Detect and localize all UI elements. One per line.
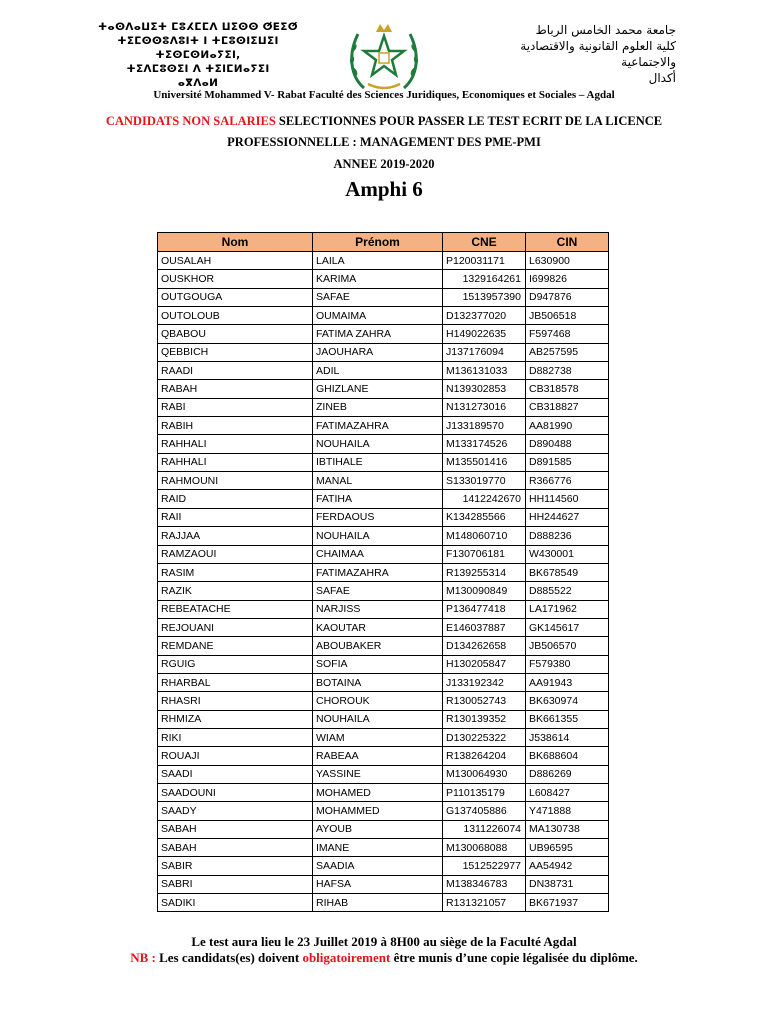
cell-nom: RAHHALI (158, 435, 313, 453)
cell-cin: CB318578 (526, 380, 609, 398)
table-row (158, 747, 609, 765)
cell-prenom: FERDAOUS (313, 508, 443, 526)
cell-cne: M136131033 (443, 362, 526, 380)
table-row (158, 655, 609, 673)
cell-cne: G137405886 (443, 802, 526, 820)
cell-prenom: MOHAMED (313, 783, 443, 801)
table-row (158, 618, 609, 636)
cell-cin: LA171962 (526, 600, 609, 618)
cell-nom: RAID (158, 490, 313, 508)
cell-cne: H149022635 (443, 325, 526, 343)
document-title-line1 (0, 114, 768, 129)
table-row (158, 783, 609, 801)
cell-nom: RAZIK (158, 582, 313, 600)
cell-cne: K134285566 (443, 508, 526, 526)
cell-cne: J133189570 (443, 417, 526, 435)
university-name: Université Mohammed V- Rabat Faculté des Sciences Juridiques, Economiques et Sociales – Agdal (153, 89, 615, 101)
cell-cin: D882738 (526, 362, 609, 380)
cell-prenom: AYOUB (313, 820, 443, 838)
arabic-line: جامعة محمد الخامس الرباط (535, 23, 676, 37)
cell-cin: F597468 (526, 325, 609, 343)
table-row (158, 839, 609, 857)
table-row (158, 802, 609, 820)
cell-cne: P136477418 (443, 600, 526, 618)
crown (376, 24, 392, 32)
cell-nom: SAADY (158, 802, 313, 820)
cell-cne: R138264204 (443, 747, 526, 765)
cell-prenom: LAILA (313, 252, 443, 270)
table-row (158, 307, 609, 325)
cell-nom: RHASRI (158, 692, 313, 710)
table-row (158, 362, 609, 380)
cell-cin: BK688604 (526, 747, 609, 765)
table-row (158, 417, 609, 435)
cell-cin: BK630974 (526, 692, 609, 710)
cell-cne: J133192342 (443, 673, 526, 691)
table-row (158, 894, 609, 912)
cell-cne: S133019770 (443, 472, 526, 490)
cell-prenom: IMANE (313, 839, 443, 857)
cell-prenom: JAOUHARA (313, 343, 443, 361)
cell-cin: I699826 (526, 270, 609, 288)
cell-nom: RGUIG (158, 655, 313, 673)
table-row (158, 435, 609, 453)
cell-nom: RAJJAA (158, 527, 313, 545)
cell-nom: REJOUANI (158, 618, 313, 636)
table-row (158, 288, 609, 306)
nb-emphasis: obligatoirement (302, 950, 391, 965)
test-date-note: Le test aura lieu le 23 Juillet 2019 à 8H00 au siège de la Faculté Agdal (191, 934, 577, 949)
table-row (158, 563, 609, 581)
column-header-cin: CIN (526, 233, 609, 252)
cell-nom: RAHHALI (158, 453, 313, 471)
cell-cne: P110135179 (443, 783, 526, 801)
cell-cin: MA130738 (526, 820, 609, 838)
nb-note (0, 950, 768, 966)
cell-nom: RABAH (158, 380, 313, 398)
cell-prenom: BOTAINA (313, 673, 443, 691)
cell-cin: BK678549 (526, 563, 609, 581)
cell-nom: SADIKI (158, 894, 313, 912)
cell-cne: 1412242670 (443, 490, 526, 508)
cell-nom: RAHMOUNI (158, 472, 313, 490)
cell-cne: D130225322 (443, 728, 526, 746)
cell-prenom: CHOROUK (313, 692, 443, 710)
cell-prenom: RIHAB (313, 894, 443, 912)
cell-cin: BK661355 (526, 710, 609, 728)
cell-prenom: FATIHA (313, 490, 443, 508)
cell-cne: 1329164261 (443, 270, 526, 288)
table-row (158, 857, 609, 875)
cell-nom: RHARBAL (158, 673, 313, 691)
table-row (158, 875, 609, 893)
cell-nom: RASIM (158, 563, 313, 581)
arabic-line: أكدال (648, 71, 676, 85)
table-row (158, 673, 609, 691)
cell-nom: OUTGOUGA (158, 288, 313, 306)
tifinagh-line: ⵜⵉⴷⵎⵓⵙⵉⵏ ⴷ ⵜⵉⵏⵎⵍⴰⵢⵉⵏ (126, 63, 270, 75)
cell-cne: 1513957390 (443, 288, 526, 306)
table-row (158, 270, 609, 288)
cell-nom: RABIH (158, 417, 313, 435)
document-title-line2: PROFESSIONNELLE : MANAGEMENT DES PME-PMI (227, 135, 541, 149)
cell-cin: AA91943 (526, 673, 609, 691)
cell-prenom: CHAIMAA (313, 545, 443, 563)
table-row (158, 692, 609, 710)
cell-cin: R366776 (526, 472, 609, 490)
nb-text: Les candidats(es) doivent (155, 950, 303, 965)
cell-cin: CB318827 (526, 398, 609, 416)
table-row (158, 545, 609, 563)
cell-cne: F130706181 (443, 545, 526, 563)
table-row (158, 508, 609, 526)
cell-cne: D132377020 (443, 307, 526, 325)
cell-cin: W430001 (526, 545, 609, 563)
cell-cne: M135501416 (443, 453, 526, 471)
cell-prenom: MANAL (313, 472, 443, 490)
tifinagh-header (78, 20, 318, 90)
cell-cne: 1512522977 (443, 857, 526, 875)
cell-prenom: ABOUBAKER (313, 637, 443, 655)
cell-cin: L630900 (526, 252, 609, 270)
cell-cne: H130205847 (443, 655, 526, 673)
cell-prenom: SOFIA (313, 655, 443, 673)
cell-nom: SABAH (158, 820, 313, 838)
cell-prenom: ZINEB (313, 398, 443, 416)
cell-nom: RAMZAOUI (158, 545, 313, 563)
table-row (158, 325, 609, 343)
cell-prenom: ADIL (313, 362, 443, 380)
table-row (158, 472, 609, 490)
cell-prenom: HAFSA (313, 875, 443, 893)
cell-prenom: IBTIHALE (313, 453, 443, 471)
cell-nom: RAII (158, 508, 313, 526)
cell-cne: N131273016 (443, 398, 526, 416)
cell-cin: GK145617 (526, 618, 609, 636)
cell-nom: RAADI (158, 362, 313, 380)
cell-prenom: NOUHAILA (313, 435, 443, 453)
nb-label: NB : (130, 950, 156, 965)
table-row (158, 710, 609, 728)
cell-cne: M133174526 (443, 435, 526, 453)
arabic-header (466, 22, 676, 86)
cell-prenom: SAADIA (313, 857, 443, 875)
cell-nom: SAADOUNI (158, 783, 313, 801)
candidates-table (157, 232, 609, 912)
cell-cin: JB506518 (526, 307, 609, 325)
cell-cne: P120031171 (443, 252, 526, 270)
cell-prenom: NOUHAILA (313, 710, 443, 728)
table-row (158, 637, 609, 655)
cell-prenom: SAFAE (313, 288, 443, 306)
cell-prenom: WIAM (313, 728, 443, 746)
cell-cin: D888236 (526, 527, 609, 545)
cell-cin: F579380 (526, 655, 609, 673)
table-row (158, 582, 609, 600)
cell-cin: UB96595 (526, 839, 609, 857)
cell-nom: SAADI (158, 765, 313, 783)
cell-cin: D886269 (526, 765, 609, 783)
cell-cne: M148060710 (443, 527, 526, 545)
cell-cin: BK671937 (526, 894, 609, 912)
cell-prenom: RABEAA (313, 747, 443, 765)
cell-prenom: KARIMA (313, 270, 443, 288)
cell-nom: SABRI (158, 875, 313, 893)
table-row (158, 453, 609, 471)
title-highlight: CANDIDATS NON SALARIES (105, 114, 276, 128)
cell-cne: R139255314 (443, 563, 526, 581)
cell-nom: OUSKHOR (158, 270, 313, 288)
tifinagh-line: ⴰⴳⴷⴰⵍ (177, 77, 219, 89)
cell-prenom: NARJISS (313, 600, 443, 618)
column-header-nom: Nom (158, 233, 313, 252)
tifinagh-line: ⵜⵉⵎⵙⵙⵓⴷⵓⵏⵜ ⵏ ⵜⵎⵓⵙⵏⵉⵡⵉⵏ ⵜⵉⵙⵎⵙⵍⴰⵢⵉⵏ, (117, 35, 279, 61)
cell-cne: 1311226074 (443, 820, 526, 838)
table-row (158, 728, 609, 746)
university-logo (342, 18, 426, 98)
cell-cne: N139302853 (443, 380, 526, 398)
cell-nom: OUSALAH (158, 252, 313, 270)
cell-cin: AA81990 (526, 417, 609, 435)
cell-cne: D134262658 (443, 637, 526, 655)
star-emblem (364, 36, 404, 75)
cell-cin: L608427 (526, 783, 609, 801)
cell-prenom: MOHAMMED (313, 802, 443, 820)
cell-cne: M130064930 (443, 765, 526, 783)
table-row (158, 490, 609, 508)
cell-cne: R131321057 (443, 894, 526, 912)
cell-cin: D947876 (526, 288, 609, 306)
cell-prenom: FATIMA ZAHRA (313, 325, 443, 343)
cell-nom: SABIR (158, 857, 313, 875)
cell-cin: JB506570 (526, 637, 609, 655)
cell-cne: E146037887 (443, 618, 526, 636)
cell-prenom: KAOUTAR (313, 618, 443, 636)
cell-nom: ROUAJI (158, 747, 313, 765)
academic-year: ANNEE 2019-2020 (333, 157, 435, 171)
cell-cin: J538614 (526, 728, 609, 746)
table-row (158, 398, 609, 416)
cell-cin: HH244627 (526, 508, 609, 526)
cell-nom: REMDANE (158, 637, 313, 655)
table-row (158, 380, 609, 398)
title-rest: SELECTIONNES POUR PASSER LE TEST ECRIT DE LA LICENCE (275, 114, 663, 128)
cell-nom: OUTOLOUB (158, 307, 313, 325)
cell-nom: SABAH (158, 839, 313, 857)
cell-cin: AB257595 (526, 343, 609, 361)
cell-prenom: SAFAE (313, 582, 443, 600)
table-header-row (158, 233, 609, 252)
cell-nom: REBEATACHE (158, 600, 313, 618)
cell-cin: D890488 (526, 435, 609, 453)
cell-cne: M130068088 (443, 839, 526, 857)
cell-prenom: YASSINE (313, 765, 443, 783)
column-header-prenom: Prénom (313, 233, 443, 252)
cell-cne: R130139352 (443, 710, 526, 728)
cell-nom: RIKI (158, 728, 313, 746)
table-row (158, 765, 609, 783)
cell-nom: QBABOU (158, 325, 313, 343)
cell-prenom: FATIMAZAHRA (313, 563, 443, 581)
arabic-line: كلية العلوم القانونية والاقتصادية والاجتماعية (520, 39, 676, 69)
cell-cin: D891585 (526, 453, 609, 471)
table-row (158, 600, 609, 618)
tifinagh-line: ⵜⴰⵙⴷⴰⵡⵉⵜ ⵎⵓⵃⵎⵎⴷ ⵡⵉⵙⵙ ⵚⴹⵉⵚ (98, 21, 298, 33)
cell-nom: RABI (158, 398, 313, 416)
cell-cin: DN38731 (526, 875, 609, 893)
table-row (158, 527, 609, 545)
cell-cin: Y471888 (526, 802, 609, 820)
cell-prenom: OUMAIMA (313, 307, 443, 325)
cell-prenom: FATIMAZAHRA (313, 417, 443, 435)
cell-cin: HH114560 (526, 490, 609, 508)
cell-prenom: NOUHAILA (313, 527, 443, 545)
cell-nom: RHMIZA (158, 710, 313, 728)
table-row (158, 252, 609, 270)
cell-cne: M130090849 (443, 582, 526, 600)
cell-cne: M138346783 (443, 875, 526, 893)
table-row (158, 343, 609, 361)
cell-cne: J137176094 (443, 343, 526, 361)
amphi-title: Amphi 6 (345, 177, 423, 201)
cell-nom: QEBBICH (158, 343, 313, 361)
table-row (158, 820, 609, 838)
cell-prenom: GHIZLANE (313, 380, 443, 398)
cell-cne: R130052743 (443, 692, 526, 710)
cell-cin: AA54942 (526, 857, 609, 875)
cell-cin: D885522 (526, 582, 609, 600)
column-header-cne: CNE (443, 233, 526, 252)
nb-text-end: être munis d’une copie légalisée du diplôme. (390, 950, 638, 965)
